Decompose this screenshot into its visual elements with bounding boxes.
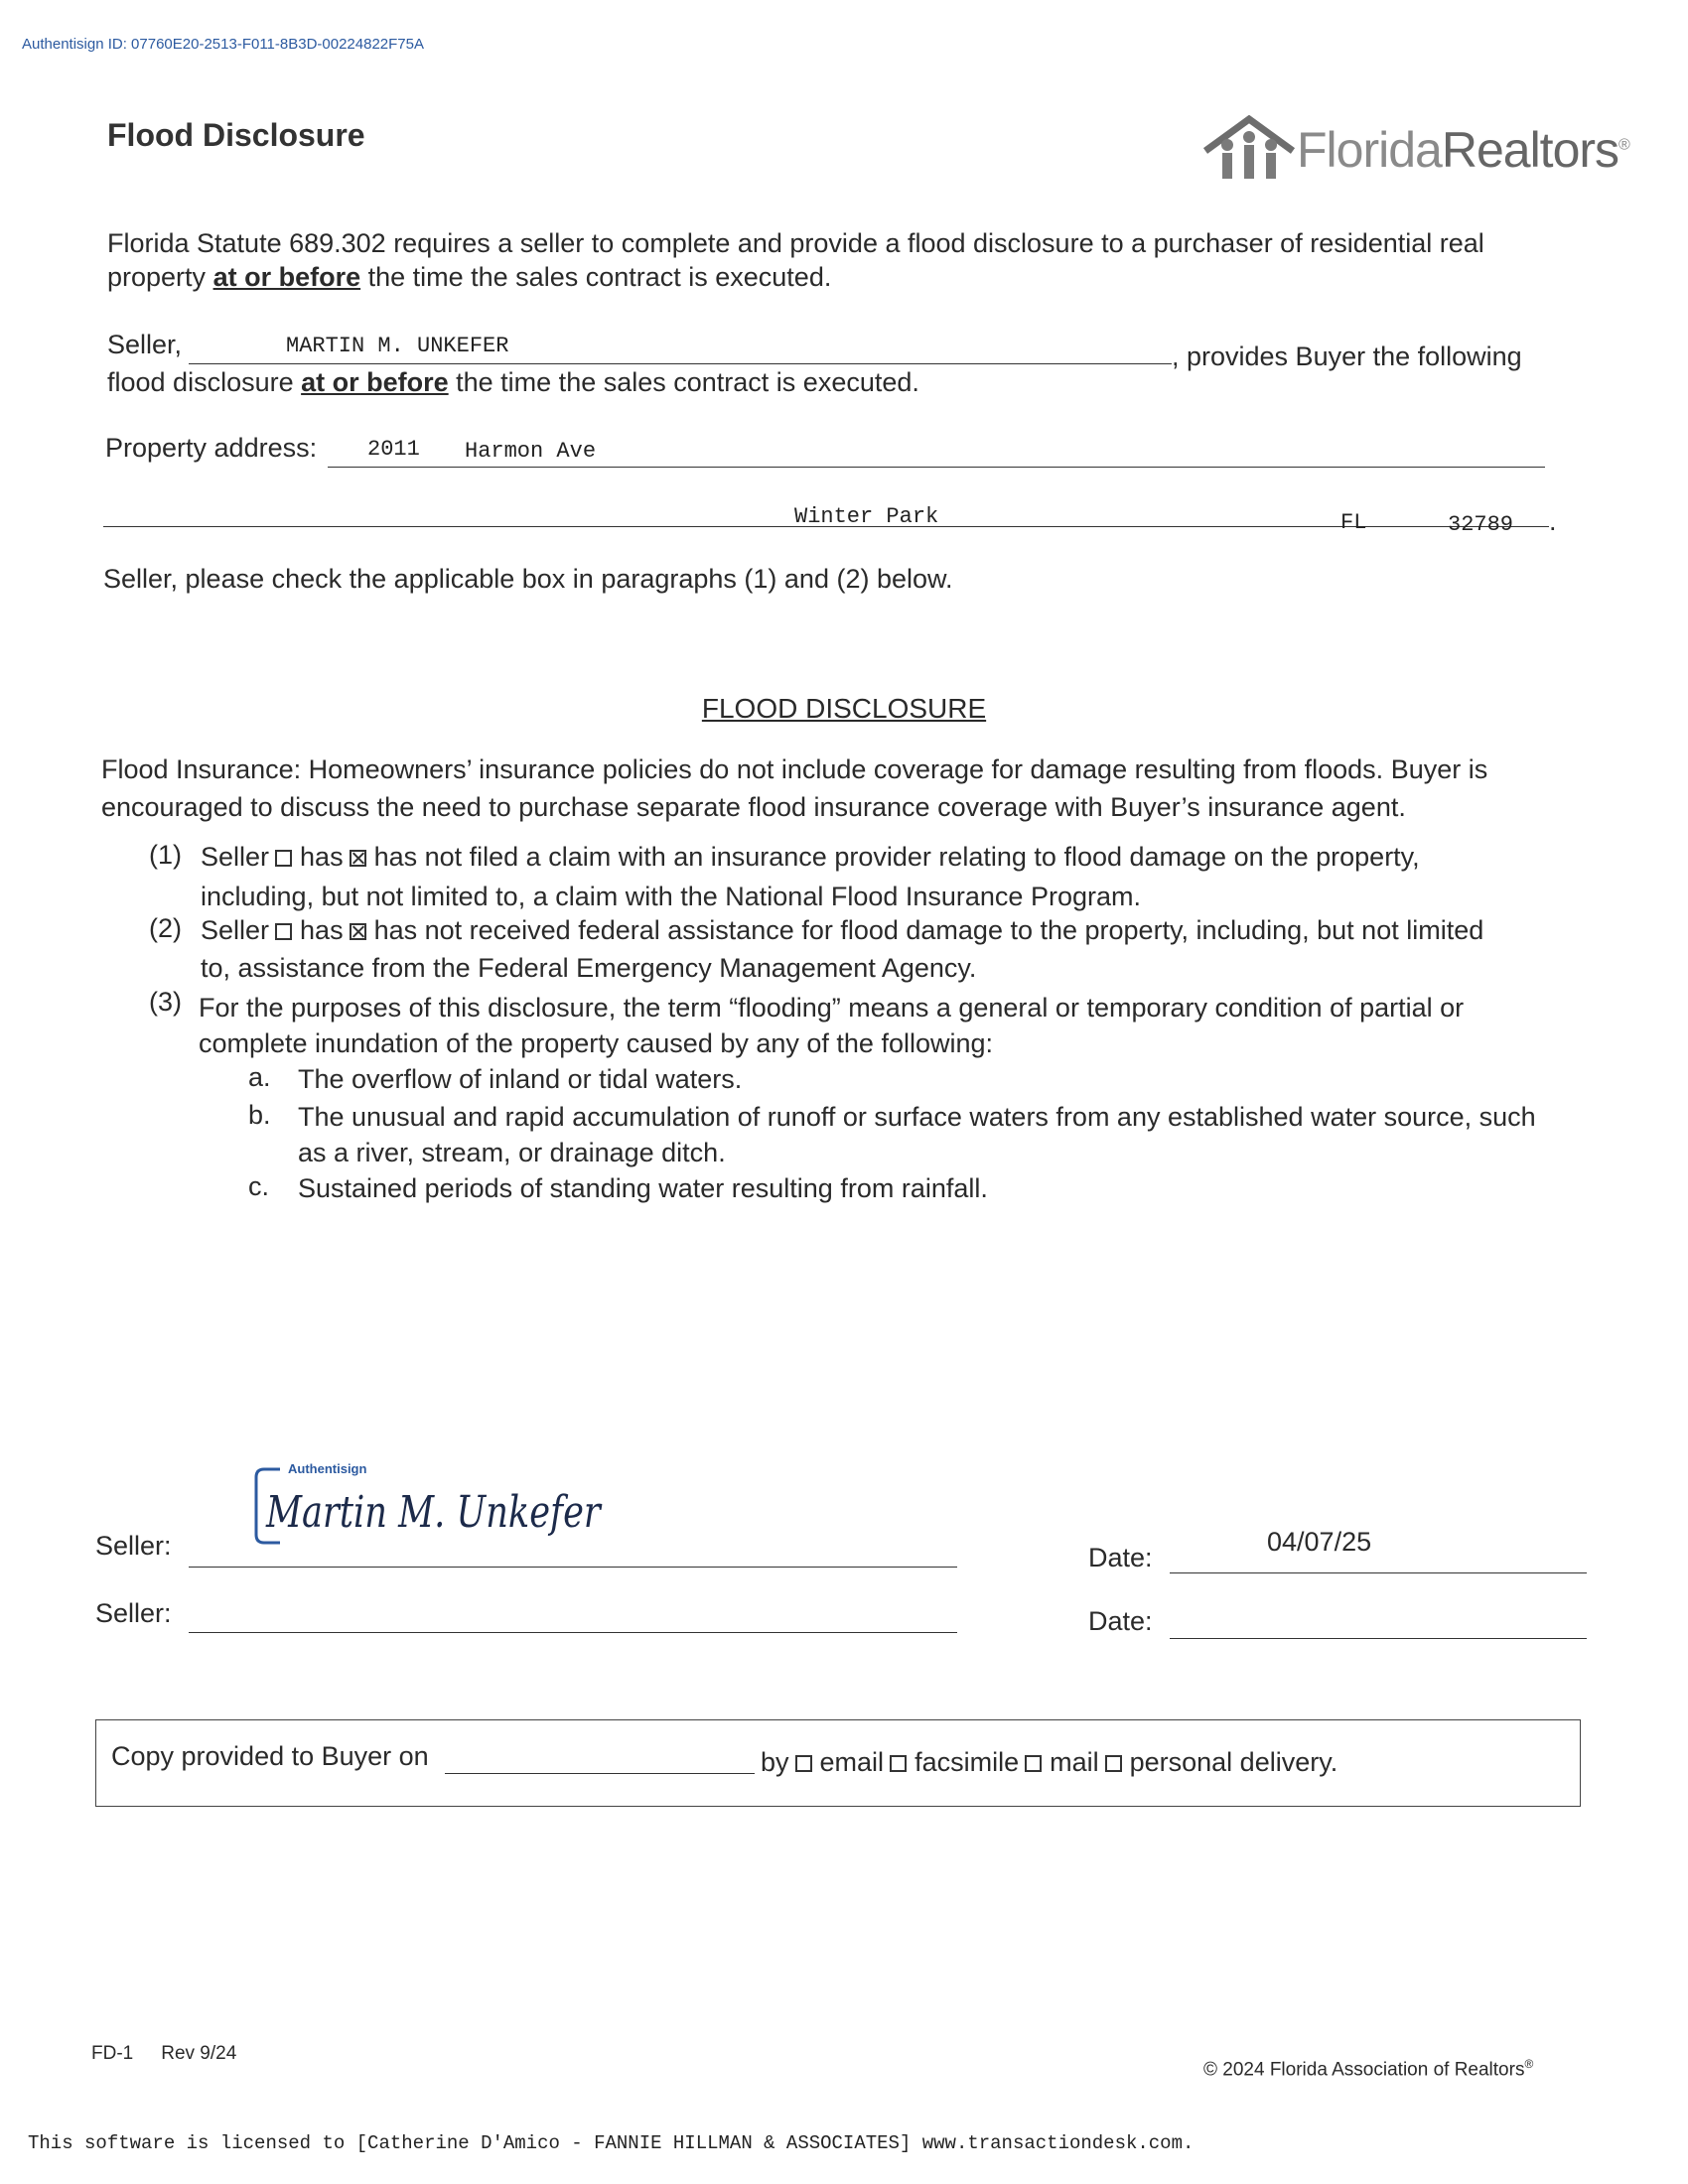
subitem-b-letter: b. xyxy=(248,1100,271,1130)
logo-reg-mark: ® xyxy=(1618,136,1629,154)
mail-checkbox[interactable] xyxy=(1025,1755,1042,1772)
date-2-label: Date: xyxy=(1088,1606,1153,1636)
authentisign-id: Authentisign ID: 07760E20-2513-F011-8B3D-00224822F75A xyxy=(22,36,424,53)
form-id: FD-1 xyxy=(91,2043,134,2064)
flood-disclosure-heading: FLOOD DISCLOSURE xyxy=(701,693,987,724)
item-1-line-2: including, but not limited to, a claim with the National Flood Insurance Program. xyxy=(201,882,1141,911)
seller-clause-line-2-post: the time the sales contract is executed. xyxy=(448,367,919,397)
seller-name-value[interactable]: MARTIN M. UNKEFER xyxy=(286,334,509,358)
item-2-line-2: to, assistance from the Federal Emergency Management Agency. xyxy=(201,953,977,983)
personal-delivery-checkbox[interactable] xyxy=(1105,1755,1122,1772)
item-2-seller: Seller xyxy=(201,915,270,945)
property-street-number[interactable]: 2011 xyxy=(367,437,420,462)
item-3-number: (3) xyxy=(149,987,182,1017)
seller-clause-line-2-pre: flood disclosure xyxy=(107,367,302,397)
date-1-line[interactable] xyxy=(1170,1572,1587,1573)
form-footer-id xyxy=(91,2043,236,2065)
seller-clause-label: Seller, xyxy=(107,330,183,359)
property-address-line-1 xyxy=(328,467,1545,468)
intro-line-1: Florida Statute 689.302 requires a seller to complete and provide a flood disclosure to a purchaser of residential real xyxy=(107,228,1484,258)
subitem-b-line-1: The unusual and rapid accumulation of runoff or surface waters from any established water source, such xyxy=(298,1102,1536,1132)
date-1-value[interactable]: 04/07/25 xyxy=(1267,1527,1372,1557)
item-3-line-1: For the purposes of this disclosure, the term “flooding” means a general or temporary condition of partial or xyxy=(199,993,1465,1023)
subitem-b-line-2: as a river, stream, or drainage ditch. xyxy=(298,1138,726,1167)
item-1-number: (1) xyxy=(149,840,182,870)
item-3-line-2: complete inundation of the property caused by any of the following: xyxy=(199,1028,994,1058)
seller-signature xyxy=(250,1459,601,1555)
mail-label: mail xyxy=(1050,1747,1099,1777)
signature-name: Martin M. Unkefer xyxy=(266,1487,601,1538)
item-2-line-1 xyxy=(201,913,1483,947)
copy-provided-label: Copy provided to Buyer on xyxy=(111,1741,429,1771)
form-rev: Rev 9/24 xyxy=(161,2043,237,2064)
logo-word-florida: Florida xyxy=(1297,122,1442,178)
seller-1-signature-line[interactable] xyxy=(189,1567,957,1568)
property-zip[interactable]: 32789 xyxy=(1448,512,1514,537)
seller-1-label: Seller: xyxy=(95,1531,172,1561)
property-city[interactable]: Winter Park xyxy=(794,504,939,529)
seller-2-label: Seller: xyxy=(95,1598,172,1628)
realtors-house-logo-icon xyxy=(1201,115,1297,185)
seller-name-line xyxy=(189,363,1172,364)
intro-line-2-pre: property xyxy=(107,262,213,292)
date-2-line[interactable] xyxy=(1170,1638,1587,1639)
property-period: . xyxy=(1549,506,1557,536)
email-checkbox[interactable] xyxy=(795,1755,812,1772)
intro-at-or-before: at or before xyxy=(212,262,361,292)
flood-insurance-line-1: Flood Insurance: Homeowners’ insurance policies do not include coverage for damage resulting from floods. Buyer is xyxy=(101,754,1488,784)
subitem-c-text: Sustained periods of standing water resulting from rainfall. xyxy=(298,1173,988,1203)
seller-clause-post: , provides Buyer the following xyxy=(1172,341,1522,371)
subitem-c-letter: c. xyxy=(248,1171,270,1201)
authentisign-tag: Authentisign xyxy=(288,1461,367,1476)
item-1-has-not-checkbox[interactable] xyxy=(350,850,366,867)
item-2-has-not-checkbox[interactable] xyxy=(350,923,366,940)
personal-delivery-label: personal delivery. xyxy=(1129,1747,1338,1777)
item-2-has-checkbox[interactable] xyxy=(275,923,292,940)
facsimile-label: facsimile xyxy=(914,1747,1020,1777)
item-2-has: has xyxy=(300,915,344,945)
property-address-label: Property address: xyxy=(105,433,318,463)
item-1-has-checkbox[interactable] xyxy=(275,850,292,867)
copy-provided-options xyxy=(761,1745,1337,1779)
seller-2-signature-line[interactable] xyxy=(189,1632,957,1633)
email-label: email xyxy=(819,1747,885,1777)
copy-provided-date-line[interactable] xyxy=(445,1773,755,1774)
item-1-has: has xyxy=(300,842,344,872)
instruction-text: Seller, please check the applicable box in paragraphs (1) and (2) below. xyxy=(103,564,953,594)
item-2-text: has not received federal assistance for flood damage to the property, including, but not limited xyxy=(373,915,1484,945)
item-1-seller: Seller xyxy=(201,842,270,872)
intro-line-2-post: the time the sales contract is executed. xyxy=(360,262,832,292)
subitem-a-letter: a. xyxy=(248,1062,271,1092)
intro-line-2 xyxy=(107,260,831,294)
copyright xyxy=(1203,2057,1533,2081)
item-1-line-1 xyxy=(201,840,1420,874)
logo-word-realtors: Realtors xyxy=(1441,122,1619,178)
logo-wordmark xyxy=(1297,121,1629,179)
facsimile-checkbox[interactable] xyxy=(890,1755,907,1772)
copyright-reg: ® xyxy=(1524,2057,1534,2071)
form-title: Flood Disclosure xyxy=(107,117,365,153)
item-2-number: (2) xyxy=(149,913,182,943)
seller-clause-line-2 xyxy=(107,365,919,399)
date-1-label: Date: xyxy=(1088,1543,1153,1572)
florida-realtors-logo xyxy=(1201,115,1629,185)
seller-clause-at-or-before: at or before xyxy=(301,367,449,397)
property-street[interactable]: Harmon Ave xyxy=(465,439,597,464)
flood-insurance-line-2: encouraged to discuss the need to purchase separate flood insurance coverage with Buyer’s insurance agent. xyxy=(101,792,1406,822)
subitem-a-text: The overflow of inland or tidal waters. xyxy=(298,1064,743,1094)
property-state[interactable]: FL xyxy=(1340,510,1367,535)
item-1-text: has not filed a claim with an insurance provider relating to flood damage on the property, xyxy=(373,842,1420,872)
copyright-text: © 2024 Florida Association of Realtors xyxy=(1203,2059,1525,2081)
copy-by: by xyxy=(761,1747,789,1777)
software-license-text: This software is licensed to [Catherine D'Amico - FANNIE HILLMAN & ASSOCIATES] www.transactiondesk.com. xyxy=(28,2132,1195,2154)
